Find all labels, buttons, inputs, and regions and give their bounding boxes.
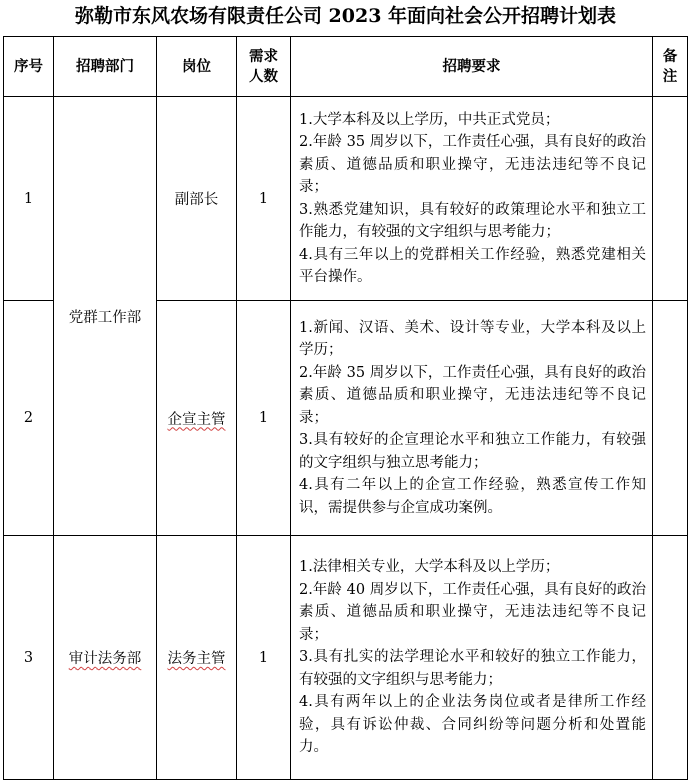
dept-label: 审计法务部 [68, 651, 142, 667]
cell-requirements [291, 301, 653, 536]
cell-dept [54, 536, 157, 780]
page-title: 弥勒市东风农场有限责任公司 2023 年面向社会公开招聘计划表 [74, 5, 617, 27]
cell-note [653, 536, 688, 780]
requirement-item: 1.新闻、汉语、美术、设计等专业，大学本科及以上学历； [299, 319, 646, 359]
post-label: 企宣主管 [167, 411, 226, 428]
requirement-item: 1.法律相关专业，大学本科及以上学历； [299, 559, 560, 576]
header-dept: 招聘部门 [54, 37, 157, 97]
cell-dept: 党群工作部 [54, 97, 157, 536]
cell-count: 1 [237, 97, 291, 301]
cell-requirements [291, 536, 653, 780]
header-count-line2: 人数 [249, 67, 278, 85]
table-row [4, 97, 688, 301]
requirement-item: 4.具有二年以上的企宣工作经验，熟悉宣传工作知识，需提供参与企宣成功案例。 [299, 477, 646, 516]
cell-no: 1 [4, 97, 54, 301]
requirement-item: 3.具有较好的企宣理论水平和独立工作能力，有较强的文字组织与独立思考能力； [299, 432, 646, 471]
requirement-item: 3.熟悉党建知识，具有较好的政策理论水平和独立工作能力，有较强的文字组织与思考能力； [299, 201, 646, 240]
header-post: 岗位 [157, 37, 237, 97]
cell-note [653, 301, 688, 536]
requirement-item: 2.年龄 35 周岁以下，工作责任心强，具有良好的政治素质、道德品质和职业操守，无违法违纪等不良记录； [299, 134, 646, 195]
header-req: 招聘要求 [291, 37, 653, 97]
header-no: 序号 [4, 37, 54, 97]
cell-post [157, 536, 237, 780]
table-row [4, 536, 688, 780]
cell-count: 1 [237, 301, 291, 536]
requirement-item: 2.年龄 40 周岁以下，工作责任心强，具有良好的政治素质、道德品质和职业操守，无违法违纪等不良记录； [299, 581, 646, 643]
recruitment-table [3, 36, 688, 780]
cell-post: 副部长 [157, 97, 237, 301]
header-note [653, 37, 688, 97]
cell-count: 1 [237, 536, 291, 780]
requirement-item: 4.具有三年以上的党群相关工作经验，熟悉党建相关平台操作。 [299, 246, 646, 285]
requirement-item: 3.具有扎实的法学理论水平和较好的独立工作能力，有较强的文字组织与思考能力； [299, 649, 646, 688]
header-note-line2: 注 [662, 67, 678, 85]
cell-no: 2 [4, 301, 54, 536]
requirement-item: 1.大学本科及以上学历，中共正式党员； [299, 111, 560, 128]
requirement-item: 2.年龄 35 周岁以下，工作责任心强，具有良好的政治素质、道德品质和职业操守，无违法违纪等不良记录； [299, 364, 646, 426]
cell-post [157, 301, 237, 536]
requirement-item: 4.具有两年以上的企业法务岗位或者是律所工作经验，具有诉讼仲裁、合同纠纷等问题分析和处置能力。 [299, 694, 646, 756]
header-note-line1: 备 [662, 47, 678, 65]
cell-no: 3 [4, 536, 54, 780]
cell-note [653, 97, 688, 301]
header-count [237, 37, 291, 97]
post-label: 法务主管 [167, 651, 226, 667]
table-header-row [4, 37, 688, 97]
header-count-line1: 需求 [249, 47, 278, 65]
cell-requirements [291, 97, 653, 301]
